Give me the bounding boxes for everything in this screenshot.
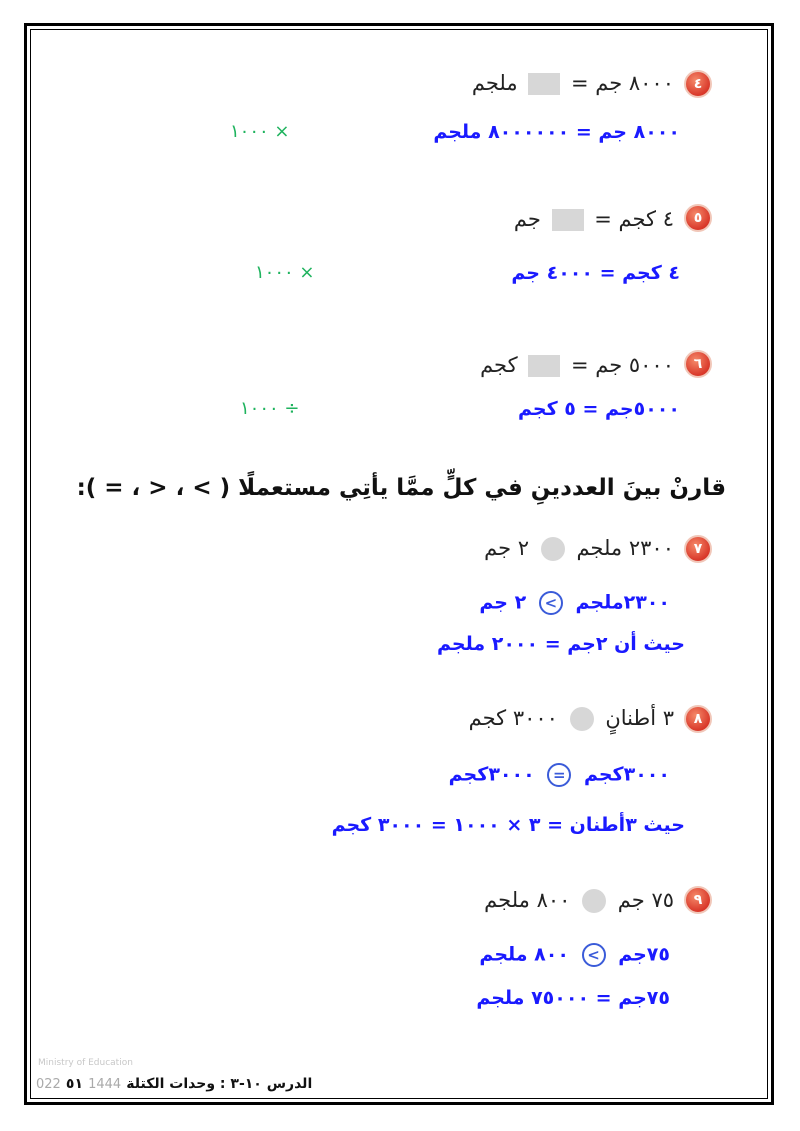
answer-line	[479, 591, 670, 615]
footer-code: 1444	[88, 1077, 122, 1092]
footer-year-fragment: 022	[36, 1077, 61, 1092]
operation-note: ١٠٠٠ ÷	[240, 398, 300, 419]
question-right: كجم	[480, 353, 518, 377]
answer-line: ٤ كجم = ٤٠٠٠ جم	[511, 262, 680, 284]
question-number-badge: ٩	[684, 886, 712, 914]
question-line	[472, 71, 674, 95]
question-line	[480, 353, 674, 377]
answer-blank-box	[528, 355, 560, 377]
question-left: ٤ كجم =	[594, 207, 674, 231]
answer-right: ٣٠٠٠كجم	[448, 763, 535, 786]
question-line	[484, 888, 674, 913]
lesson-title: الدرس ١٠-٣ : وحدات الكتلة	[126, 1076, 313, 1092]
answer-line: ٨٠٠٠ جم = ٨٠٠٠٠٠٠ ملجم	[433, 121, 680, 143]
answer-right: ٢ جم	[479, 591, 527, 614]
answer-blank-box	[528, 73, 560, 95]
answer-line	[479, 943, 670, 967]
explanation-line: حيث ٣أطنان = ٣ × ١٠٠٠ = ٣٠٠٠ كجم	[331, 814, 685, 836]
answer-line	[449, 763, 670, 787]
explanation-line: ٧٥جم = ٧٥٠٠٠ ملجم	[476, 987, 670, 1009]
compare-blank-circle	[570, 707, 594, 731]
section-heading: قارنْ بينَ العددينِ في كلٍّ ممَّا يأتِي مستعملًا ( > ، < ، = ):	[76, 475, 726, 501]
page-number: ٥١	[65, 1076, 84, 1092]
question-line	[469, 706, 674, 731]
operation-note: ١٠٠٠ ×	[255, 262, 315, 283]
footer	[36, 1073, 312, 1092]
question-number-badge: ٦	[684, 350, 712, 378]
question-right: ٨٠٠ ملجم	[484, 888, 571, 912]
compare-blank-circle	[541, 537, 565, 561]
question-left: ٧٥ جم	[617, 888, 674, 912]
question-left: ٢٣٠٠ ملجم	[576, 536, 674, 560]
question-number-badge: ٤	[684, 70, 712, 98]
question-left: ٣ أطنانٍ	[605, 706, 674, 730]
question-line	[484, 536, 674, 561]
compare-symbol: <	[539, 591, 563, 615]
question-left: ٥٠٠٠ جم =	[570, 353, 674, 377]
compare-blank-circle	[582, 889, 606, 913]
explanation-line: حيث أن ٢جم = ٢٠٠٠ ملجم	[436, 633, 685, 655]
compare-symbol: =	[547, 763, 571, 787]
question-line	[514, 207, 674, 231]
question-number-badge: ٥	[684, 204, 712, 232]
question-number-badge: ٨	[684, 705, 712, 733]
operation-note: ١٠٠٠ ×	[230, 121, 290, 142]
page-border-inner	[30, 29, 768, 1099]
question-left: ٨٠٠٠ جم =	[570, 71, 674, 95]
answer-left: ٣٠٠٠كجم	[583, 763, 670, 786]
answer-blank-box	[552, 209, 584, 231]
answer-left: ٢٣٠٠ملجم	[575, 591, 670, 614]
question-right: جم	[513, 207, 541, 231]
answer-right: ٨٠٠ ملجم	[479, 943, 569, 966]
question-right: ٣٠٠٠ كجم	[468, 706, 558, 730]
answer-left: ٧٥جم	[618, 943, 670, 966]
compare-symbol: <	[582, 943, 606, 967]
footer-faint-note: Ministry of Education	[38, 1058, 133, 1068]
question-right: ٢ جم	[484, 536, 530, 560]
question-number-badge: ٧	[684, 535, 712, 563]
question-right: ملجم	[471, 71, 518, 95]
answer-line: ٥٠٠٠جم = ٥ كجم	[517, 398, 680, 420]
